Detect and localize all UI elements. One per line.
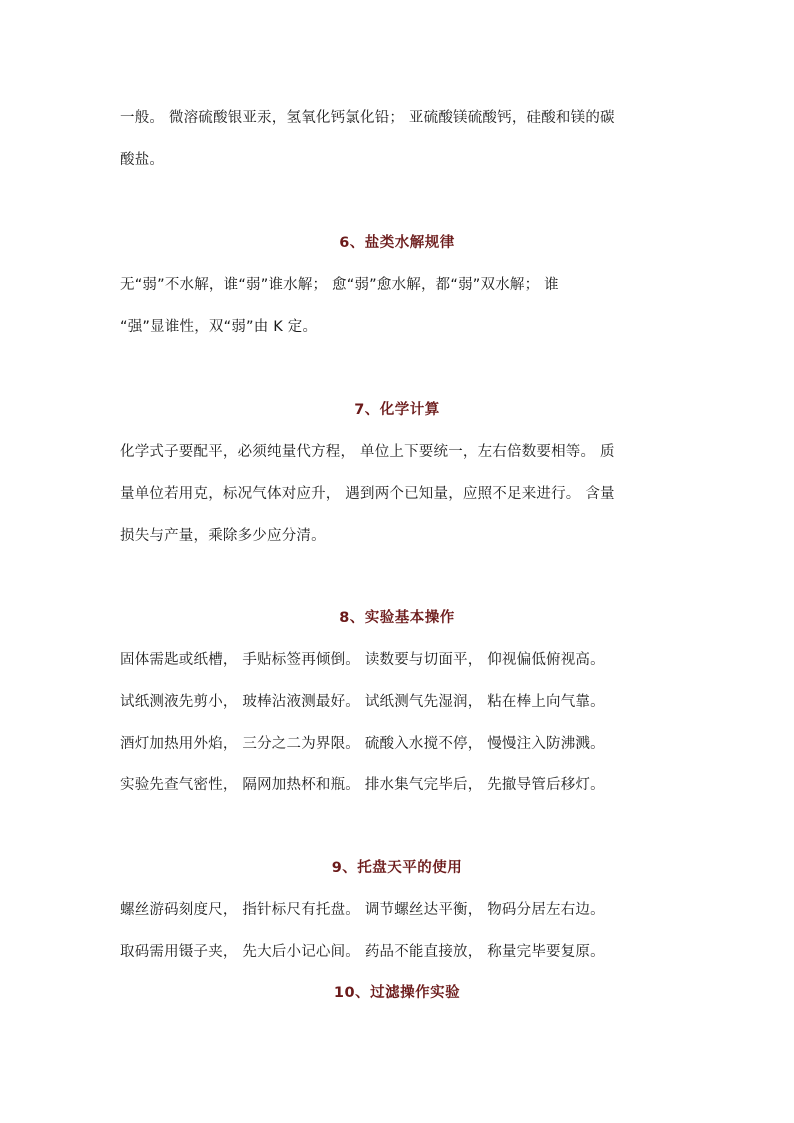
section-heading: 6、盐类水解规律: [339, 235, 455, 251]
intro-line: 一般。 微溶硫酸银亚汞，氢氧化钙氯化铅； 亚硫酸镁硫酸钙，硅酸和镁的碳: [120, 110, 615, 126]
paragraph-line: 无“弱”不水解，谁“弱”谁水解； 愈“弱”愈水解，都“弱”双水解； 谁: [120, 277, 559, 293]
paragraph-line: 化学式子要配平，必须纯量代方程， 单位上下要统一，左右倍数要相等。 质: [120, 444, 615, 460]
paragraph-line: 损失与产量，乘除多少应分清。: [120, 528, 326, 544]
paragraph-line: 量单位若用克，标况气体对应升， 遇到两个已知量，应照不足来进行。 含量: [120, 486, 615, 502]
section-heading: 7、化学计算: [354, 402, 440, 418]
paragraph-line: 试纸测液先剪小， 玻棒沾液测最好。 试纸测气先湿润， 粘在棒上向气靠。: [120, 694, 605, 710]
paragraph-line: 螺丝游码刻度尺， 指针标尺有托盘。 调节螺丝达平衡， 物码分居左右边。: [120, 902, 605, 918]
paragraph-line: 实验先查气密性， 隔网加热杯和瓶。 排水集气完毕后， 先撤导管后移灯。: [120, 777, 605, 793]
intro-line: 酸盐。: [120, 152, 165, 168]
section-heading: 10、过滤操作实验: [333, 985, 461, 1001]
section-heading: 9、托盘天平的使用: [331, 860, 463, 876]
paragraph-line: 固体需匙或纸槽， 手贴标签再倾倒。 读数要与切面平， 仰视偏低俯视高。: [120, 652, 605, 668]
paragraph-line: 酒灯加热用外焰， 三分之二为界限。 硫酸入水搅不停， 慢慢注入防沸溅。: [120, 736, 605, 752]
section-heading: 8、实验基本操作: [339, 610, 455, 626]
paragraph-line: “强”显谁性，双“弱”由 K 定。: [120, 319, 318, 335]
paragraph-line: 取码需用镊子夹， 先大后小记心间。 药品不能直接放， 称量完毕要复原。: [120, 944, 605, 960]
